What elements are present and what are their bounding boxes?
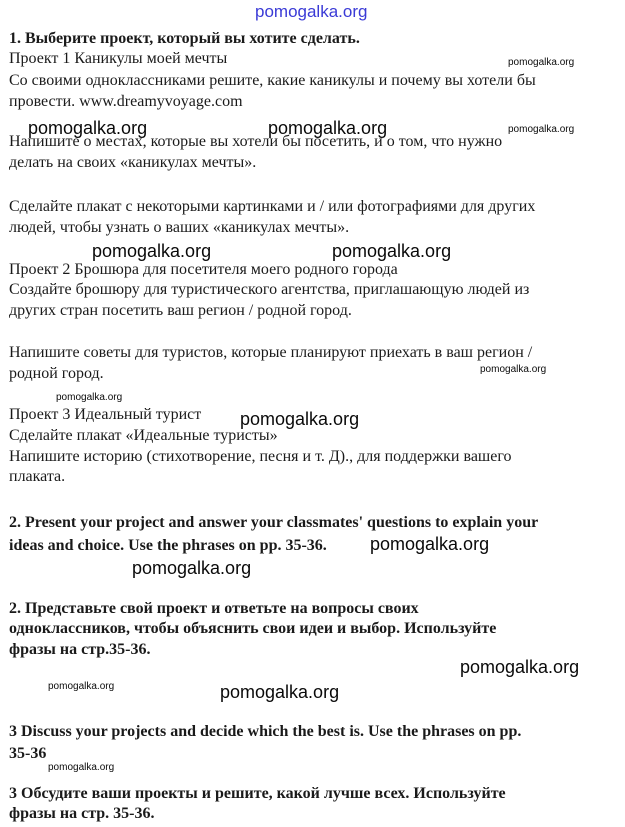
section2-en-line-2: ideas and choice. Use the phrases on pp. 35-36. — [9, 537, 327, 554]
watermark-big: pomogalka.org — [268, 118, 388, 138]
section3-ru-line-1: 3 Обсудите ваши проекты и решите, какой лучше всех. Используйте — [9, 785, 506, 802]
project2-line-3: Напишите советы для туристов, которые планируют приехать в ваш регион / — [9, 344, 533, 361]
section2-ru-line-3: фразы на стр.35-36. — [9, 641, 151, 658]
project1-line-2: провести. www.dreamyvoyage.com — [9, 93, 243, 110]
project2-line-2: других стран посетить ваш регион / родной город. — [9, 302, 352, 319]
watermark-big: pomogalka.org — [28, 118, 148, 138]
watermark-small: pomogalka.org — [48, 681, 115, 692]
project1-line-4: делать на своих «каникулах мечты». — [9, 154, 257, 171]
section2-ru-line-1: 2. Представьте свой проект и ответьте на вопросы своих — [9, 600, 419, 617]
section2-ru-line-2: одноклассников, чтобы объяснить свои идеи и выбор. Используйте — [9, 620, 497, 637]
project2-line-4: родной город. — [9, 365, 104, 382]
watermark-big: pomogalka.org — [132, 558, 252, 578]
section3-en-line-1: 3 Discuss your projects and decide which the best is. Use the phrases on pp. — [9, 723, 522, 740]
project1-line-1: Со своими одноклассниками решите, какие каникулы и почему вы хотели бы — [9, 72, 536, 89]
section3-ru-line-2: фразы на стр. 35-36. — [9, 805, 155, 822]
watermark-big: pomogalka.org — [370, 534, 490, 554]
section1-heading: 1. Выберите проект, который вы хотите сделать. — [9, 30, 360, 47]
watermark-small: pomogalka.org — [508, 57, 575, 68]
section2-en-line-1: 2. Present your project and answer your classmates' questions to explain your — [9, 514, 539, 531]
project2-line-1: Создайте брошюру для туристического агентства, приглашающую людей из — [9, 281, 530, 298]
project1-line-6: людей, чтобы узнать о ваших «каникулах мечты». — [9, 219, 350, 236]
watermark-small: pomogalka.org — [508, 124, 575, 135]
watermark-big: pomogalka.org — [92, 241, 212, 261]
watermark-big: pomogalka.org — [220, 682, 340, 702]
project3-line-3: плаката. — [9, 468, 66, 485]
watermark-big: pomogalka.org — [332, 241, 452, 261]
project2-title: Проект 2 Брошюра для посетителя моего родного города — [9, 261, 398, 278]
project1-title: Проект 1 Каникулы моей мечты — [9, 50, 228, 67]
watermark-small: pomogalka.org — [56, 392, 123, 403]
watermark-big: pomogalka.org — [240, 409, 360, 429]
watermark-small: pomogalka.org — [48, 762, 115, 773]
watermark-big: pomogalka.org — [460, 657, 580, 677]
section3-en-line-2: 35-36 — [9, 745, 47, 762]
project1-line-3: Напишите о местах, которые вы хотели бы посетить, и о том, что нужно — [9, 133, 503, 150]
project3-line-2: Напишите историю (стихотворение, песня и т. Д)., для поддержки вашего — [9, 448, 512, 465]
project1-line-5: Сделайте плакат с некоторыми картинками и / или фотографиями для других — [9, 198, 536, 215]
watermark-small: pomogalka.org — [480, 364, 547, 375]
project3-line-1: Сделайте плакат «Идеальные туристы» — [9, 427, 278, 444]
project3-title: Проект 3 Идеальный турист — [9, 406, 202, 423]
header-watermark: pomogalka.org — [255, 2, 368, 21]
